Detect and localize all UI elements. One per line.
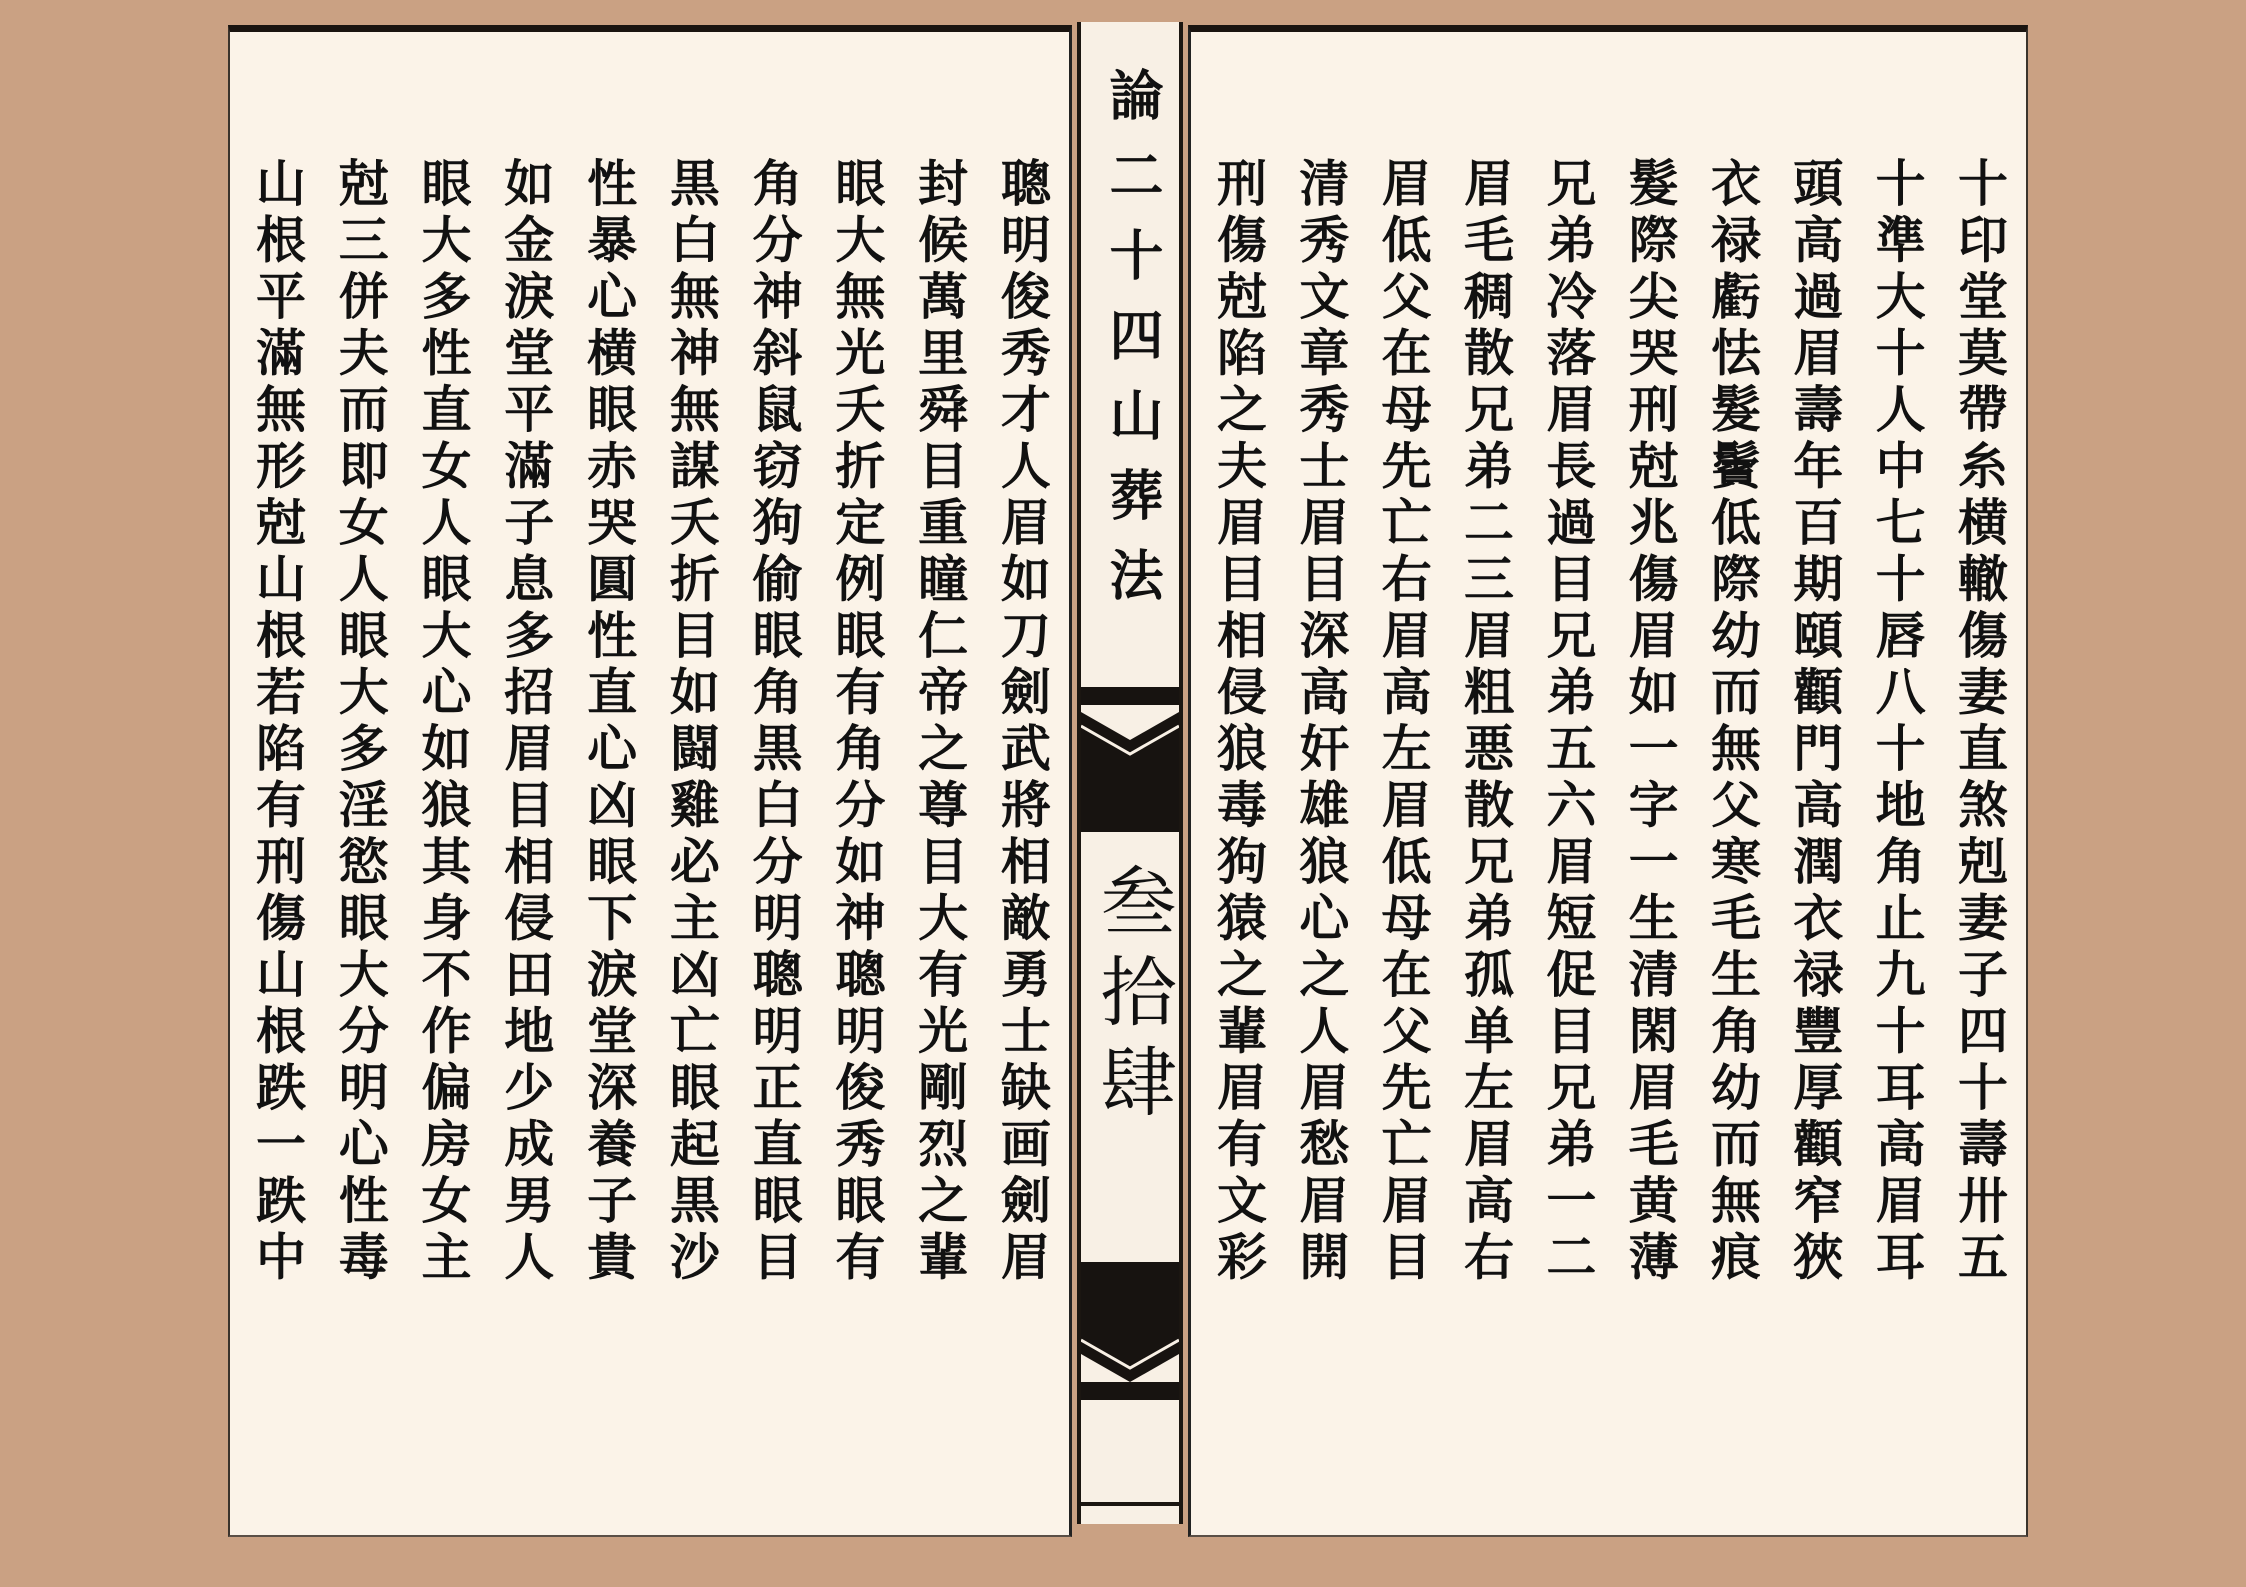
text-column: 眉毛稠散兄弟二三眉粗悪散兄弟孤单左眉高右 bbox=[1455, 157, 1515, 1287]
text-column: 角分神斜鼠窃狗偷眼角黒白分明聰明正直眼目 bbox=[744, 157, 804, 1287]
spine-divider bbox=[1081, 1382, 1179, 1400]
text-column: 性暴心横眼赤哭圓性直心凶眼下淚堂深養子貴 bbox=[579, 157, 639, 1287]
book-spine bbox=[1077, 22, 1183, 1524]
text-column: 尅三併夫而即女人眼大多淫慾眼大分明心性毒 bbox=[330, 157, 390, 1287]
right-page bbox=[1188, 25, 2028, 1537]
spine-bottom-rule bbox=[1081, 1502, 1179, 1506]
text-column: 頭高過眉壽年百期頤顴門高潤衣禄豐厚顴窄狹 bbox=[1785, 157, 1845, 1287]
text-column: 十印堂莫帶糸横轍傷妻直煞剋妻子四十壽卅五 bbox=[1949, 157, 2009, 1287]
text-column: 聰明俊秀才人眉如刀劍武將相敵勇士缺画劍眉 bbox=[992, 157, 1052, 1287]
spine-divider bbox=[1081, 687, 1179, 705]
text-column: 眼大多性直女人眼大心如狼其身不作偏房女主 bbox=[413, 157, 473, 1287]
left-page bbox=[228, 25, 1072, 1537]
fishtail-ornament-icon bbox=[1081, 712, 1179, 832]
fishtail-ornament-icon bbox=[1081, 1262, 1179, 1382]
right-page-text bbox=[1209, 157, 2009, 1515]
chapter-title: 論二十四山葬法 bbox=[1101, 67, 1165, 627]
text-column: 眉低父在母先亡右眉高左眉低母在父先亡眉目 bbox=[1373, 157, 1433, 1287]
text-column: 衣禄虧怯髮鬢低際幼而無父寒毛生角幼而無痕 bbox=[1702, 157, 1762, 1287]
text-column: 眼大無光夭折定例眼有角分如神聰明俊秀眼有 bbox=[827, 157, 887, 1287]
text-column: 封候萬里舜目重瞳仁帝之尊目大有光剛烈之輩 bbox=[910, 157, 970, 1287]
text-column: 十準大十人中七十唇八十地角止九十耳高眉耳 bbox=[1867, 157, 1927, 1287]
text-column: 清秀文章秀士眉目深高奸雄狼心之人眉愁眉開 bbox=[1291, 157, 1351, 1287]
text-column: 黒白無神無謀夭折目如闘雞必主凶亡眼起黒沙 bbox=[661, 157, 721, 1287]
text-column: 刑傷尅陷之夫眉目相侵狼毒狗猿之輩眉有文彩 bbox=[1209, 157, 1268, 1287]
text-column: 髮際尖哭刑尅兆傷眉如一字一生清閑眉毛黄薄 bbox=[1620, 157, 1680, 1287]
page-number: 叁拾肆 bbox=[1088, 862, 1177, 1132]
text-column: 如金淚堂平滿子息多招眉目相侵田地少成男人 bbox=[496, 157, 556, 1287]
left-page-text bbox=[248, 157, 1052, 1515]
text-column: 兄弟冷落眉長過目兄弟五六眉短促目兄弟一二 bbox=[1538, 157, 1598, 1287]
text-column: 山根平滿無形尅山根若陷有刑傷山根跌一跌中 bbox=[248, 157, 307, 1287]
